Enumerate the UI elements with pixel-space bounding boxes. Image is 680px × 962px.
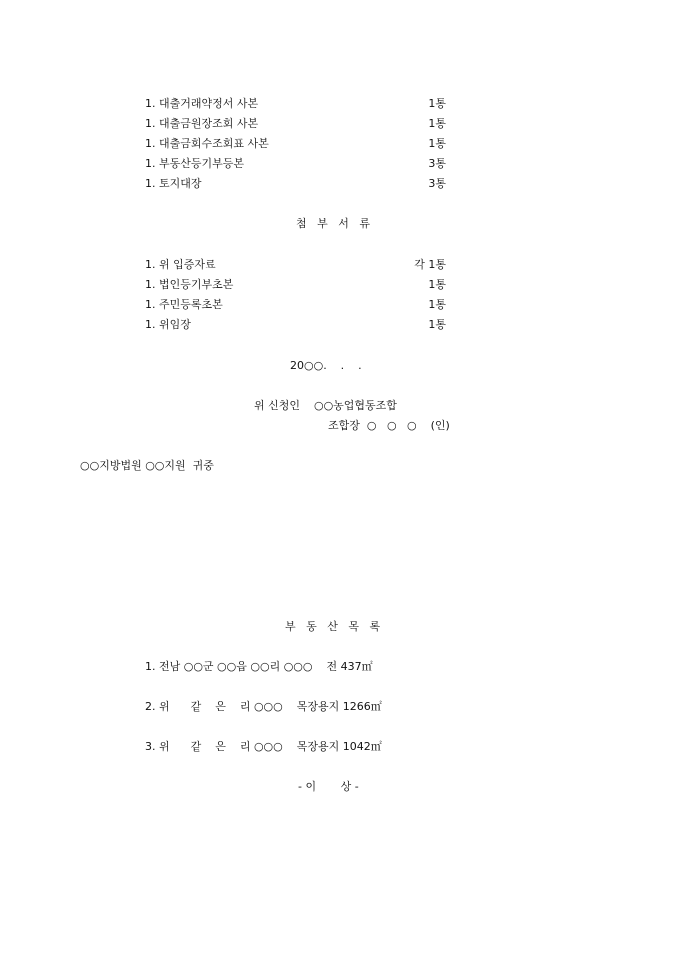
attachment-item-label: 1. 법인등기부초본 [145,278,234,291]
property-item: 2. 위 같 은 리 ○○○ 목장용지 1266㎡ [145,700,382,713]
evidence-item-count: 1통 [428,137,446,150]
chairman-line: 조합장 ○ ○ ○ (인) [328,419,450,432]
evidence-item-label: 1. 대출거래약정서 사본 [145,97,259,110]
court-addressee: ○○지방법원 ○○지원 귀중 [80,459,214,472]
evidence-item-count: 1통 [428,97,446,110]
property-list-title: 부 동 산 목 록 [285,620,381,633]
evidence-item-label: 1. 부동산등기부등본 [145,157,244,170]
attachment-item-label: 1. 위임장 [145,318,191,331]
filing-date: 20○○. . . [290,359,362,372]
attachment-item-label: 1. 위 입증자료 [145,258,216,271]
evidence-item-label: 1. 대출금원장조회 사본 [145,117,259,130]
evidence-item-count: 3통 [428,177,446,190]
evidence-item-label: 1. 토지대장 [145,177,202,190]
attachments-title: 첨 부 서 류 [296,217,370,230]
end-mark: - 이 상 - [298,780,359,793]
evidence-item-count: 3통 [428,157,446,170]
attachment-item-count: 1통 [428,278,446,291]
evidence-item-count: 1통 [428,117,446,130]
applicant-line: 위 신청인 ○○농업협동조합 [254,399,397,412]
evidence-item-label: 1. 대출금회수조회표 사본 [145,137,269,150]
property-item: 3. 위 같 은 리 ○○○ 목장용지 1042㎡ [145,740,382,753]
attachment-item-count: 1통 [428,318,446,331]
attachment-item-label: 1. 주민등록초본 [145,298,223,311]
attachment-item-count: 각 1통 [414,258,446,271]
property-item: 1. 전남 ○○군 ○○읍 ○○리 ○○○ 전 437㎡ [145,660,373,673]
attachment-item-count: 1통 [428,298,446,311]
